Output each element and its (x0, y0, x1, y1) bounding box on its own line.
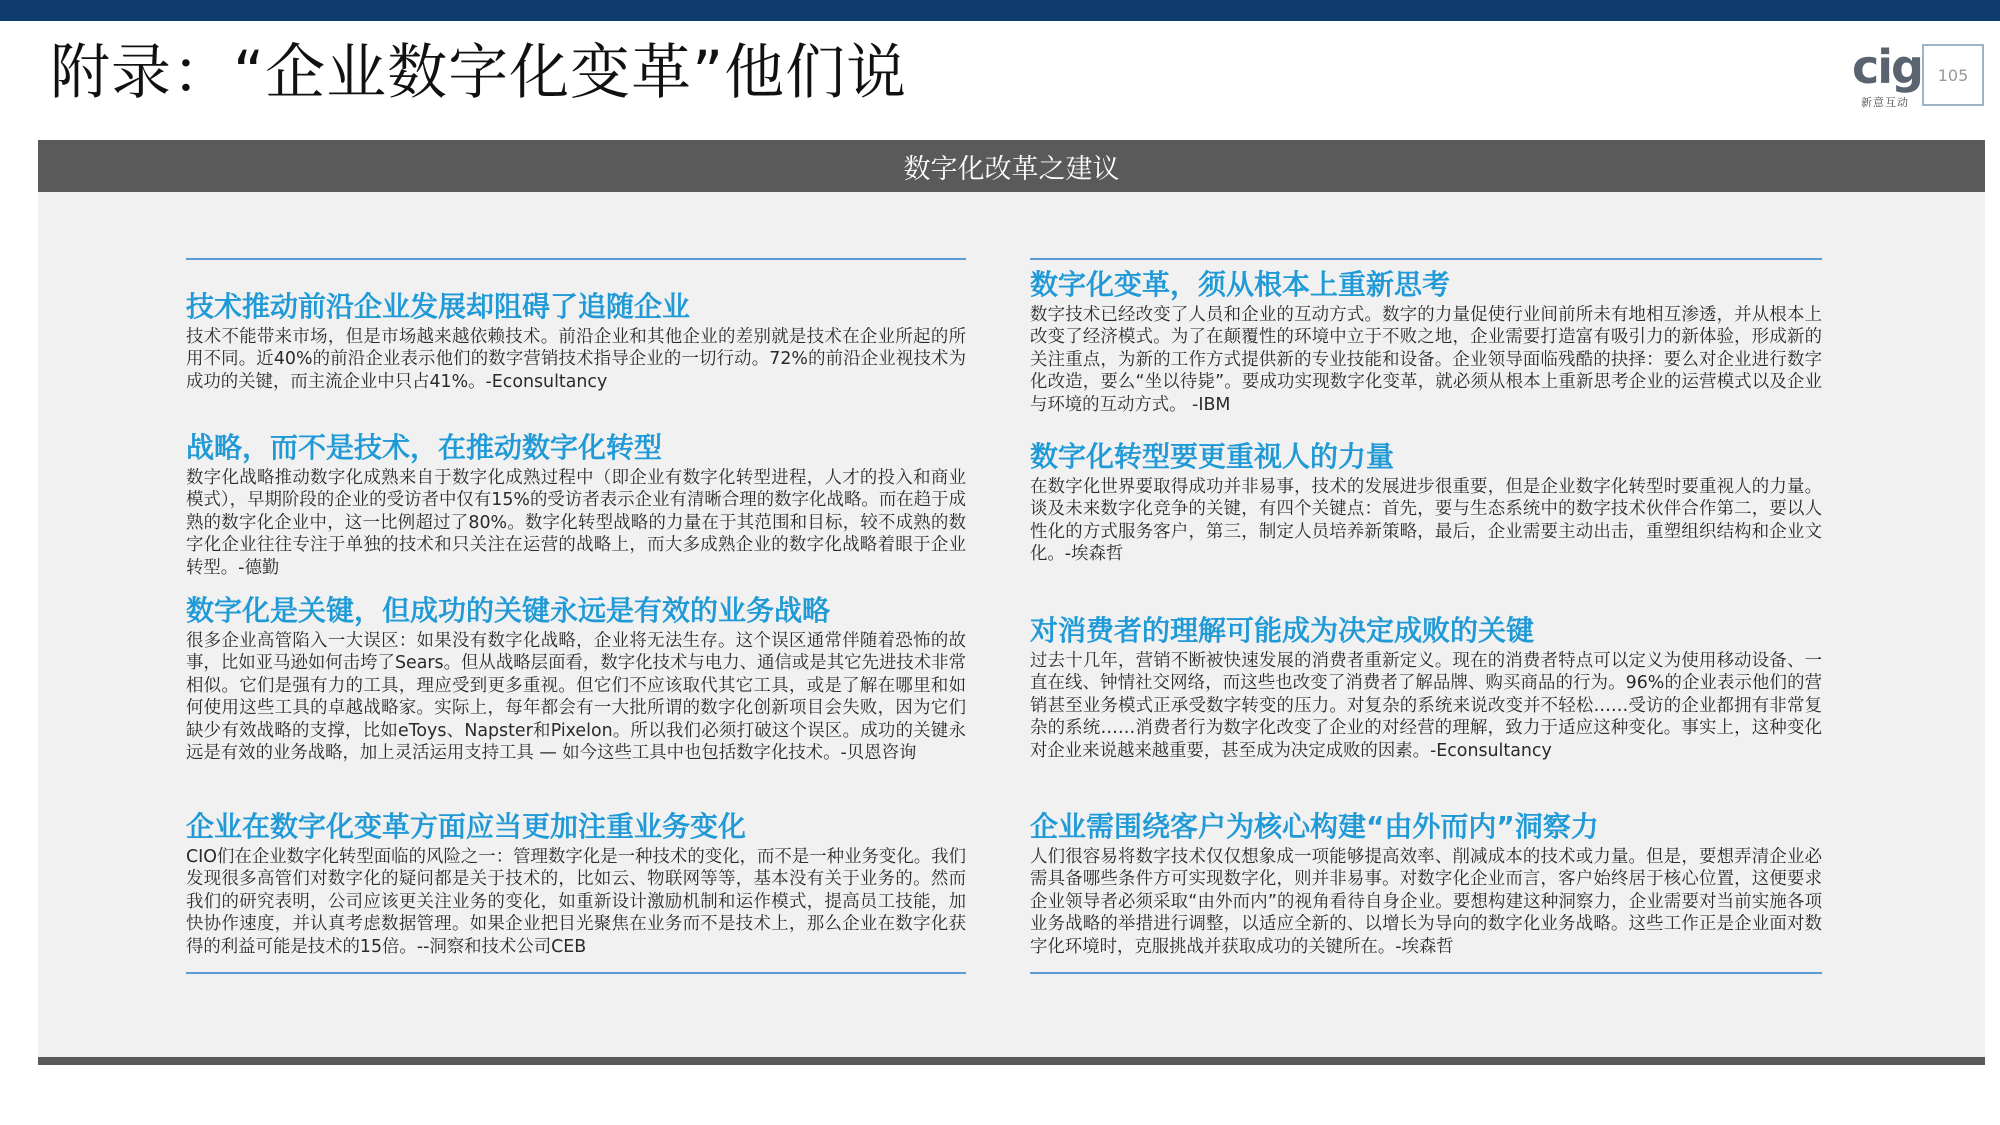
quote-block (1030, 614, 1822, 762)
quote-body: CIO们在企业数字化转型面临的风险之一：管理数字化是一种技术的变化，而不是一种业务变化。我们发现很多高管们对数字化的疑问都是关于技术的，比如云、物联网等等，基本没有关于业务的。然而我们的研究表明，公司应该更关注业务的变化，如重新设计激励机制和运作模式，提高员工技能，加快协作速度，并认真考虑数据管理。如果企业把目光聚焦在业务而不是技术上，那么企业在数字化获得的利益可能是技术的15倍。--洞察和技术公司CEB (186, 847, 966, 957)
quote-body: 技术不能带来市场，但是市场越来越依赖技术。前沿企业和其他企业的差别就是技术在企业所起的所用不同。近40%的前沿企业表示他们的数字营销技术指导企业的一切行动。72%的前沿企业视技术为成功的关键，而主流企业中只占41%。-Econsultancy (186, 327, 966, 392)
quote-body: 在数字化世界要取得成功并非易事，技术的发展进步很重要，但是企业数字化转型时要重视人的力量。谈及未来数字化竞争的关键，有四个关键点：首先，要与生态系统中的数字技术伙伴合作第二，要以人性化的方式服务客户，第三，制定人员培养新策略，最后，企业需要主动出击，重塑组织结构和企业文化。-埃森哲 (1030, 477, 1822, 565)
quote-block (186, 290, 966, 393)
right-bottom-divider (1030, 972, 1822, 974)
quote-block (1030, 440, 1822, 566)
bottom-rule (38, 1057, 1985, 1065)
quote-block (186, 431, 966, 579)
quote-body: 数字技术已经改变了人员和企业的互动方式。数字的力量促使行业间前所未有地相互渗透，并从根本上改变了经济模式。为了在颠覆性的环境中立于不败之地，企业需要打造富有吸引力的新体验，形成新的关注重点，为新的工作方式提供新的专业技能和设备。企业领导面临残酷的抉择：要么对企业进行数字化改造，要么“坐以待毙”。要成功实现数字化变革，就必须从根本上重新思考企业的运营模式以及企业与环境的互动方式。 -IBM (1030, 305, 1822, 415)
logo-subtitle: 新意互动 (1861, 96, 1909, 109)
quote-heading: 企业需围绕客户为核心构建“由外而内”洞察力 (1030, 810, 1599, 843)
quote-block (186, 594, 966, 764)
right-top-divider (1030, 258, 1822, 260)
quote-heading: 数字化变革，须从根本上重新思考 (1030, 268, 1451, 301)
logo-mark: cig (1852, 40, 1922, 94)
quote-heading: 技术推动前沿企业发展却阻碍了追随企业 (186, 290, 691, 323)
quote-body: 很多企业高管陷入一大误区：如果没有数字化战略，企业将无法生存。这个误区通常伴随着恐怖的故事，比如亚马逊如何击垮了Sears。但从战略层面看，数字化技术与电力、通信或是其它先进技术非常相似。它们是强有力的工具，理应受到更多重视。但它们不应该取代其它工具，或是了解在哪里和如何使用这些工具的卓越战略家。实际上，每年都会有一大批所谓的数字化创新项目会失败，因为它们缺少有效战略的支撑，比如eToys、Napster和Pixelon。所以我们必须打破这个误区。成功的关键永远是有效的业务战略，加上灵活运用支持工具 — 如今这些工具中也包括数字化技术。-贝恩咨询 (186, 631, 966, 764)
section-title-bar (38, 140, 1985, 192)
quote-block (1030, 268, 1822, 416)
section-title: 数字化改革之建议 (903, 153, 1120, 185)
quote-heading: 数字化是关键，但成功的关键永远是有效的业务战略 (186, 594, 831, 627)
left-bottom-divider (186, 972, 966, 974)
quote-body: 数字化战略推动数字化成熟来自于数字化成熟过程中（即企业有数字化转型进程，人才的投入和商业模式），早期阶段的企业的受访者中仅有15%的受访者表示企业有清晰合理的数字化战略。而在趋于成熟的数字化企业中，这一比例超过了80%。数字化转型战略的力量在于其范围和目标，较不成熟的数字化企业往往专注于单独的技术和只关注在运营的战略上，而大多成熟企业的数字化战略着眼于企业转型。-德勤 (186, 468, 966, 578)
quote-heading: 企业在数字化变革方面应当更加注重业务变化 (186, 810, 747, 843)
page-number: 105 (1922, 44, 1984, 106)
cig-logo (1852, 40, 1922, 110)
quote-body: 人们很容易将数字技术仅仅想象成一项能够提高效率、削减成本的技术或力量。但是，要想弄清企业必需具备哪些条件方可实现数字化，则并非易事。对数字化企业而言，客户始终居于核心位置，这便要求企业领导者必须采取“由外而内”的视角看待自身企业。要想构建这种洞察力，企业需要对当前实施各项业务战略的举措进行调整，以适应全新的、以增长为导向的数字化业务战略。这些工作正是企业面对数字化环境时，克服挑战并获取成功的关键所在。-埃森哲 (1030, 847, 1822, 957)
quote-heading: 战略，而不是技术，在推动数字化转型 (186, 431, 663, 464)
page-title: 附录：“企业数字化变革”他们说 (50, 38, 908, 108)
quote-block (186, 810, 966, 958)
quote-heading: 数字化转型要更重视人的力量 (1030, 440, 1395, 473)
quote-block (1030, 810, 1822, 958)
quote-body: 过去十几年，营销不断被快速发展的消费者重新定义。现在的消费者特点可以定义为使用移动设备、一直在线、钟情社交网络，而这些也改变了消费者了解品牌、购买商品的行为。96%的企业表示他们的营销甚至业务模式正承受数字转变的压力。对复杂的系统来说改变并不轻松……受访的企业都拥有非常复杂的系统……消费者行为数字化改变了企业的对经营的理解，致力于适应这种变化。事实上，这种变化对企业来说越来越重要，甚至成为决定成败的因素。-Econsultancy (1030, 651, 1822, 761)
top-accent-bar (0, 0, 2000, 21)
quote-heading: 对消费者的理解可能成为决定成败的关键 (1030, 614, 1535, 647)
left-top-divider (186, 258, 966, 260)
